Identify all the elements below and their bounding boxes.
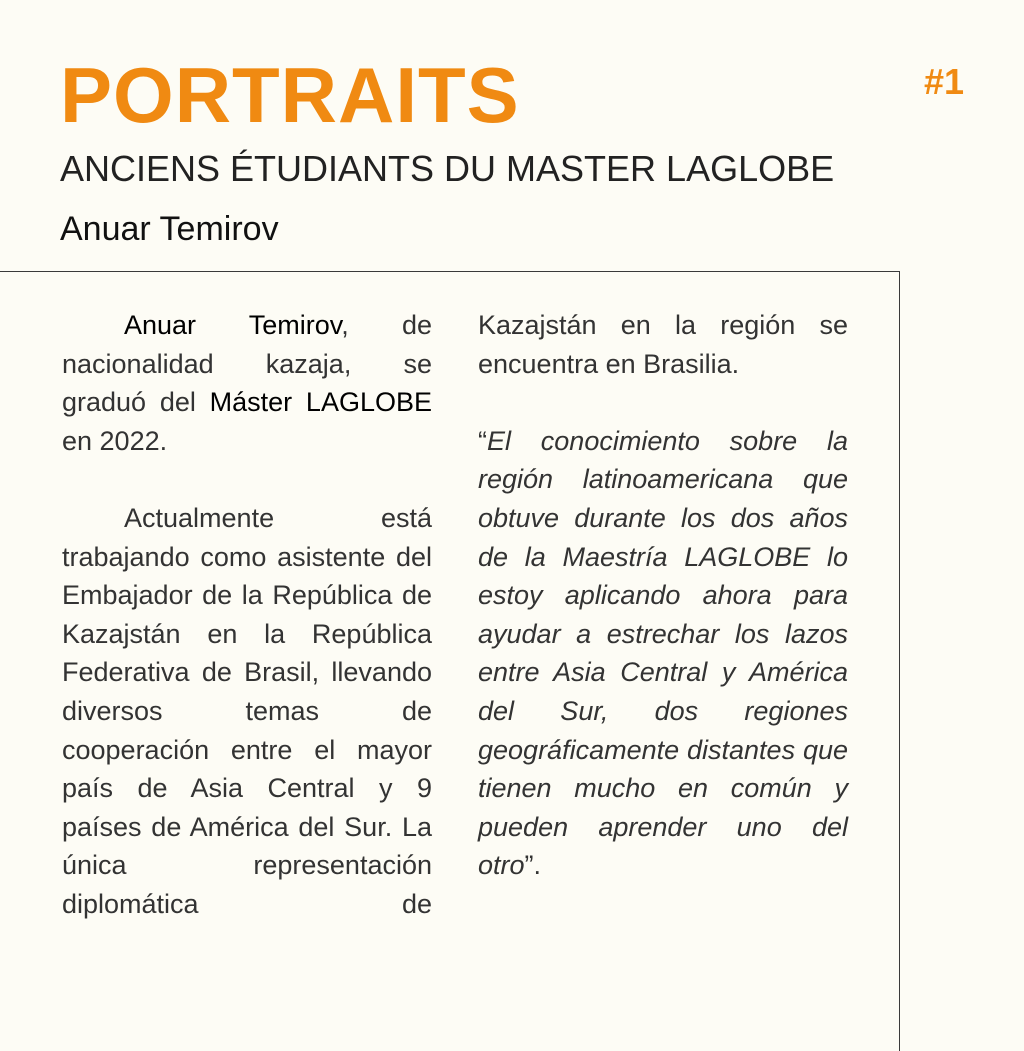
testimonial-quote <box>478 422 848 885</box>
page-title: PORTRAITS <box>60 51 520 139</box>
career-paragraph-continued: Kazajstán en la región se encuentra en Brasilia. <box>478 310 848 379</box>
text-column-right <box>478 306 848 924</box>
person-name: Anuar Temirov <box>60 210 279 248</box>
intro-paragraph <box>62 306 432 460</box>
student-name: Anuar Temirov <box>124 310 342 340</box>
quote-close-mark: ”. <box>524 850 542 881</box>
quote-text: El conocimiento sobre la región latinoamericana que obtuve durante los dos años de la Maestría LAGLOBE lo estoy aplicando ahora para ayudar a estrechar los lazos entre Asia Central y América del Sur, dos regiones geográficamente distantes que tienen mucho en común y pueden aprender uno del otro <box>478 425 848 881</box>
program-name: Máster LAGLOBE <box>209 387 432 418</box>
text-column-left <box>62 306 432 962</box>
page-subtitle: ANCIENS ÉTUDIANTS DU MASTER LAGLOBE <box>60 148 835 189</box>
intro-text-2: en 2022. <box>62 425 168 456</box>
intro-text-1: , de nacionalidad kazaja, se graduó del <box>62 310 432 418</box>
quote-open-mark: “ <box>478 425 487 456</box>
issue-number: #1 <box>923 61 964 102</box>
career-paragraph: Actualmente está trabajando como asistente del Embajador de la República de Kazajstán en la República Federativa de Brasil, llevando diversos temas de cooperación entre el mayor país de Asia Central y 9 países de América del Sur. La única representación diplomática de <box>62 502 432 919</box>
